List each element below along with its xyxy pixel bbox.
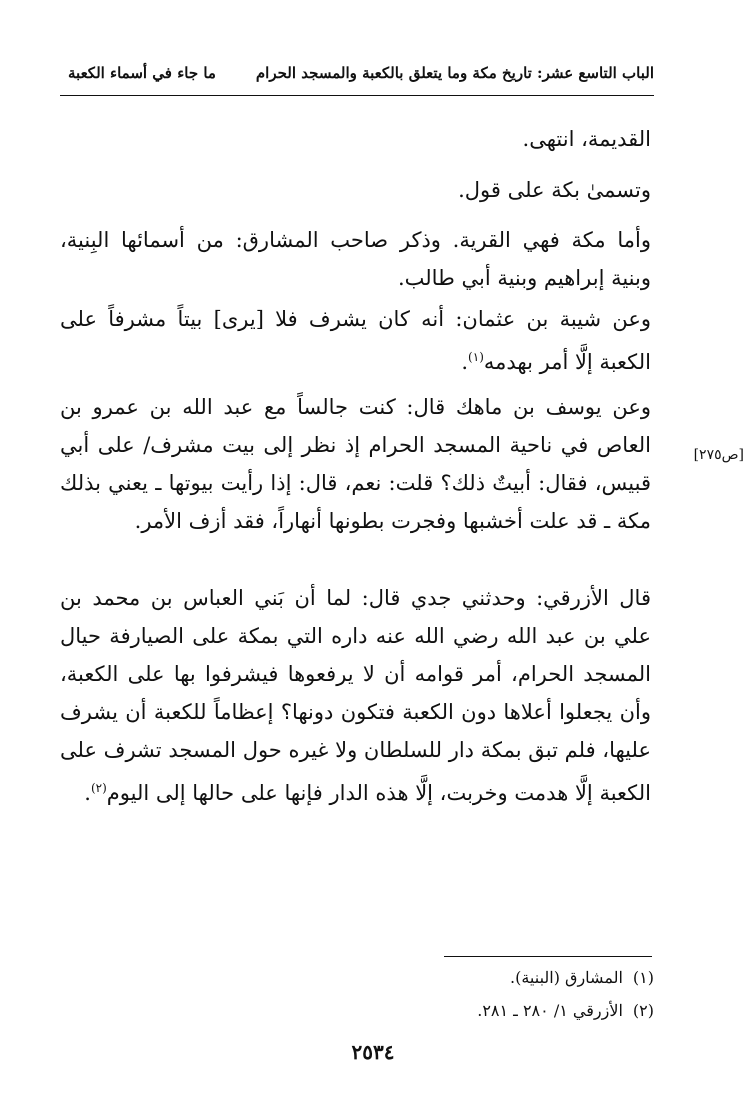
- paragraph-4-text: وعن شيبة بن عثمان: أنه كان يشرف فلا [يرى] بيتاً مشرفاً على الكعبة إلَّا أمر بهدمه: [60, 307, 651, 374]
- paragraph-4: [60, 300, 651, 381]
- running-header-chapter: الباب التاسع عشر: تاريخ مكة وما يتعلق بالكعبة والمسجد الحرام: [255, 64, 654, 82]
- footnote-2-text: الأزرقي ١/ ٢٨٠ ـ ٢٨١.: [477, 1001, 623, 1020]
- footnote-1-text: المشارق (البنية).: [510, 968, 623, 987]
- margin-page-ref: [ص٢٧٥]: [693, 447, 744, 463]
- footnote-1-number: (١): [632, 968, 654, 987]
- running-header-section: ما جاء في أسماء الكعبة: [68, 64, 216, 82]
- paragraph-4-end: .: [461, 350, 469, 374]
- footnote-1: [150, 966, 654, 990]
- paragraph-2: وتسمىٰ بكة على قول.: [458, 178, 651, 202]
- paragraph-3: وأما مكة فهي القرية. وذكر صاحب المشارق: من أسمائها البِنية، وبنية إبراهيم وبنية أبي طالب.: [60, 228, 651, 290]
- paragraph-6: [60, 579, 651, 812]
- page-number: ٢٥٣٤: [351, 1040, 395, 1064]
- footnote-ref-1: (١): [468, 350, 484, 364]
- paragraph-6-end: .: [84, 781, 91, 805]
- footnote-divider: [444, 956, 652, 957]
- footnote-2-number: (٢): [632, 1001, 654, 1020]
- paragraph-5: وعن يوسف بن ماهك قال: كنت جالساً مع عبد الله بن عمرو بن العاص في ناحية المسجد الحرام إذ نظر إلى بيت مشرف/ على أبي قبيس، فقال: أبيتٌ ذلك؟ قلت: نعم، قال: إذا رأيت بيوتها ـ يعني بذلك مكة ـ قد علت أخشبها وفجرت بطونها أنهاراً، فقد أزف الأمر.: [60, 395, 651, 533]
- footnote-ref-2: (٢): [90, 781, 107, 795]
- footnote-2: [150, 999, 654, 1023]
- header-divider: [60, 95, 654, 96]
- paragraph-1: القديمة، انتهى.: [522, 127, 651, 151]
- paragraph-6-text: قال الأزرقي: وحدثني جدي قال: لما أن بَني العباس بن محمد بن علي بن عبد الله رضي الله عنه داره التي بمكة على الصيارفة حيال المسجد الحرام، أمر قوامه أن لا يرفعوها فيشرفوا بها على الكعبة، وأن يجعلوا أعلاها دون الكعبة فتكون دونها؟ إعظاماً للكعبة أن يشرف عليها، فلم تبق بمكة دار للسلطان ولا غيره حول المسجد تشرف على الكعبة إلَّا هدمت وخربت، إلَّا هذه الدار فإنها على حالها إلى اليوم: [60, 586, 651, 805]
